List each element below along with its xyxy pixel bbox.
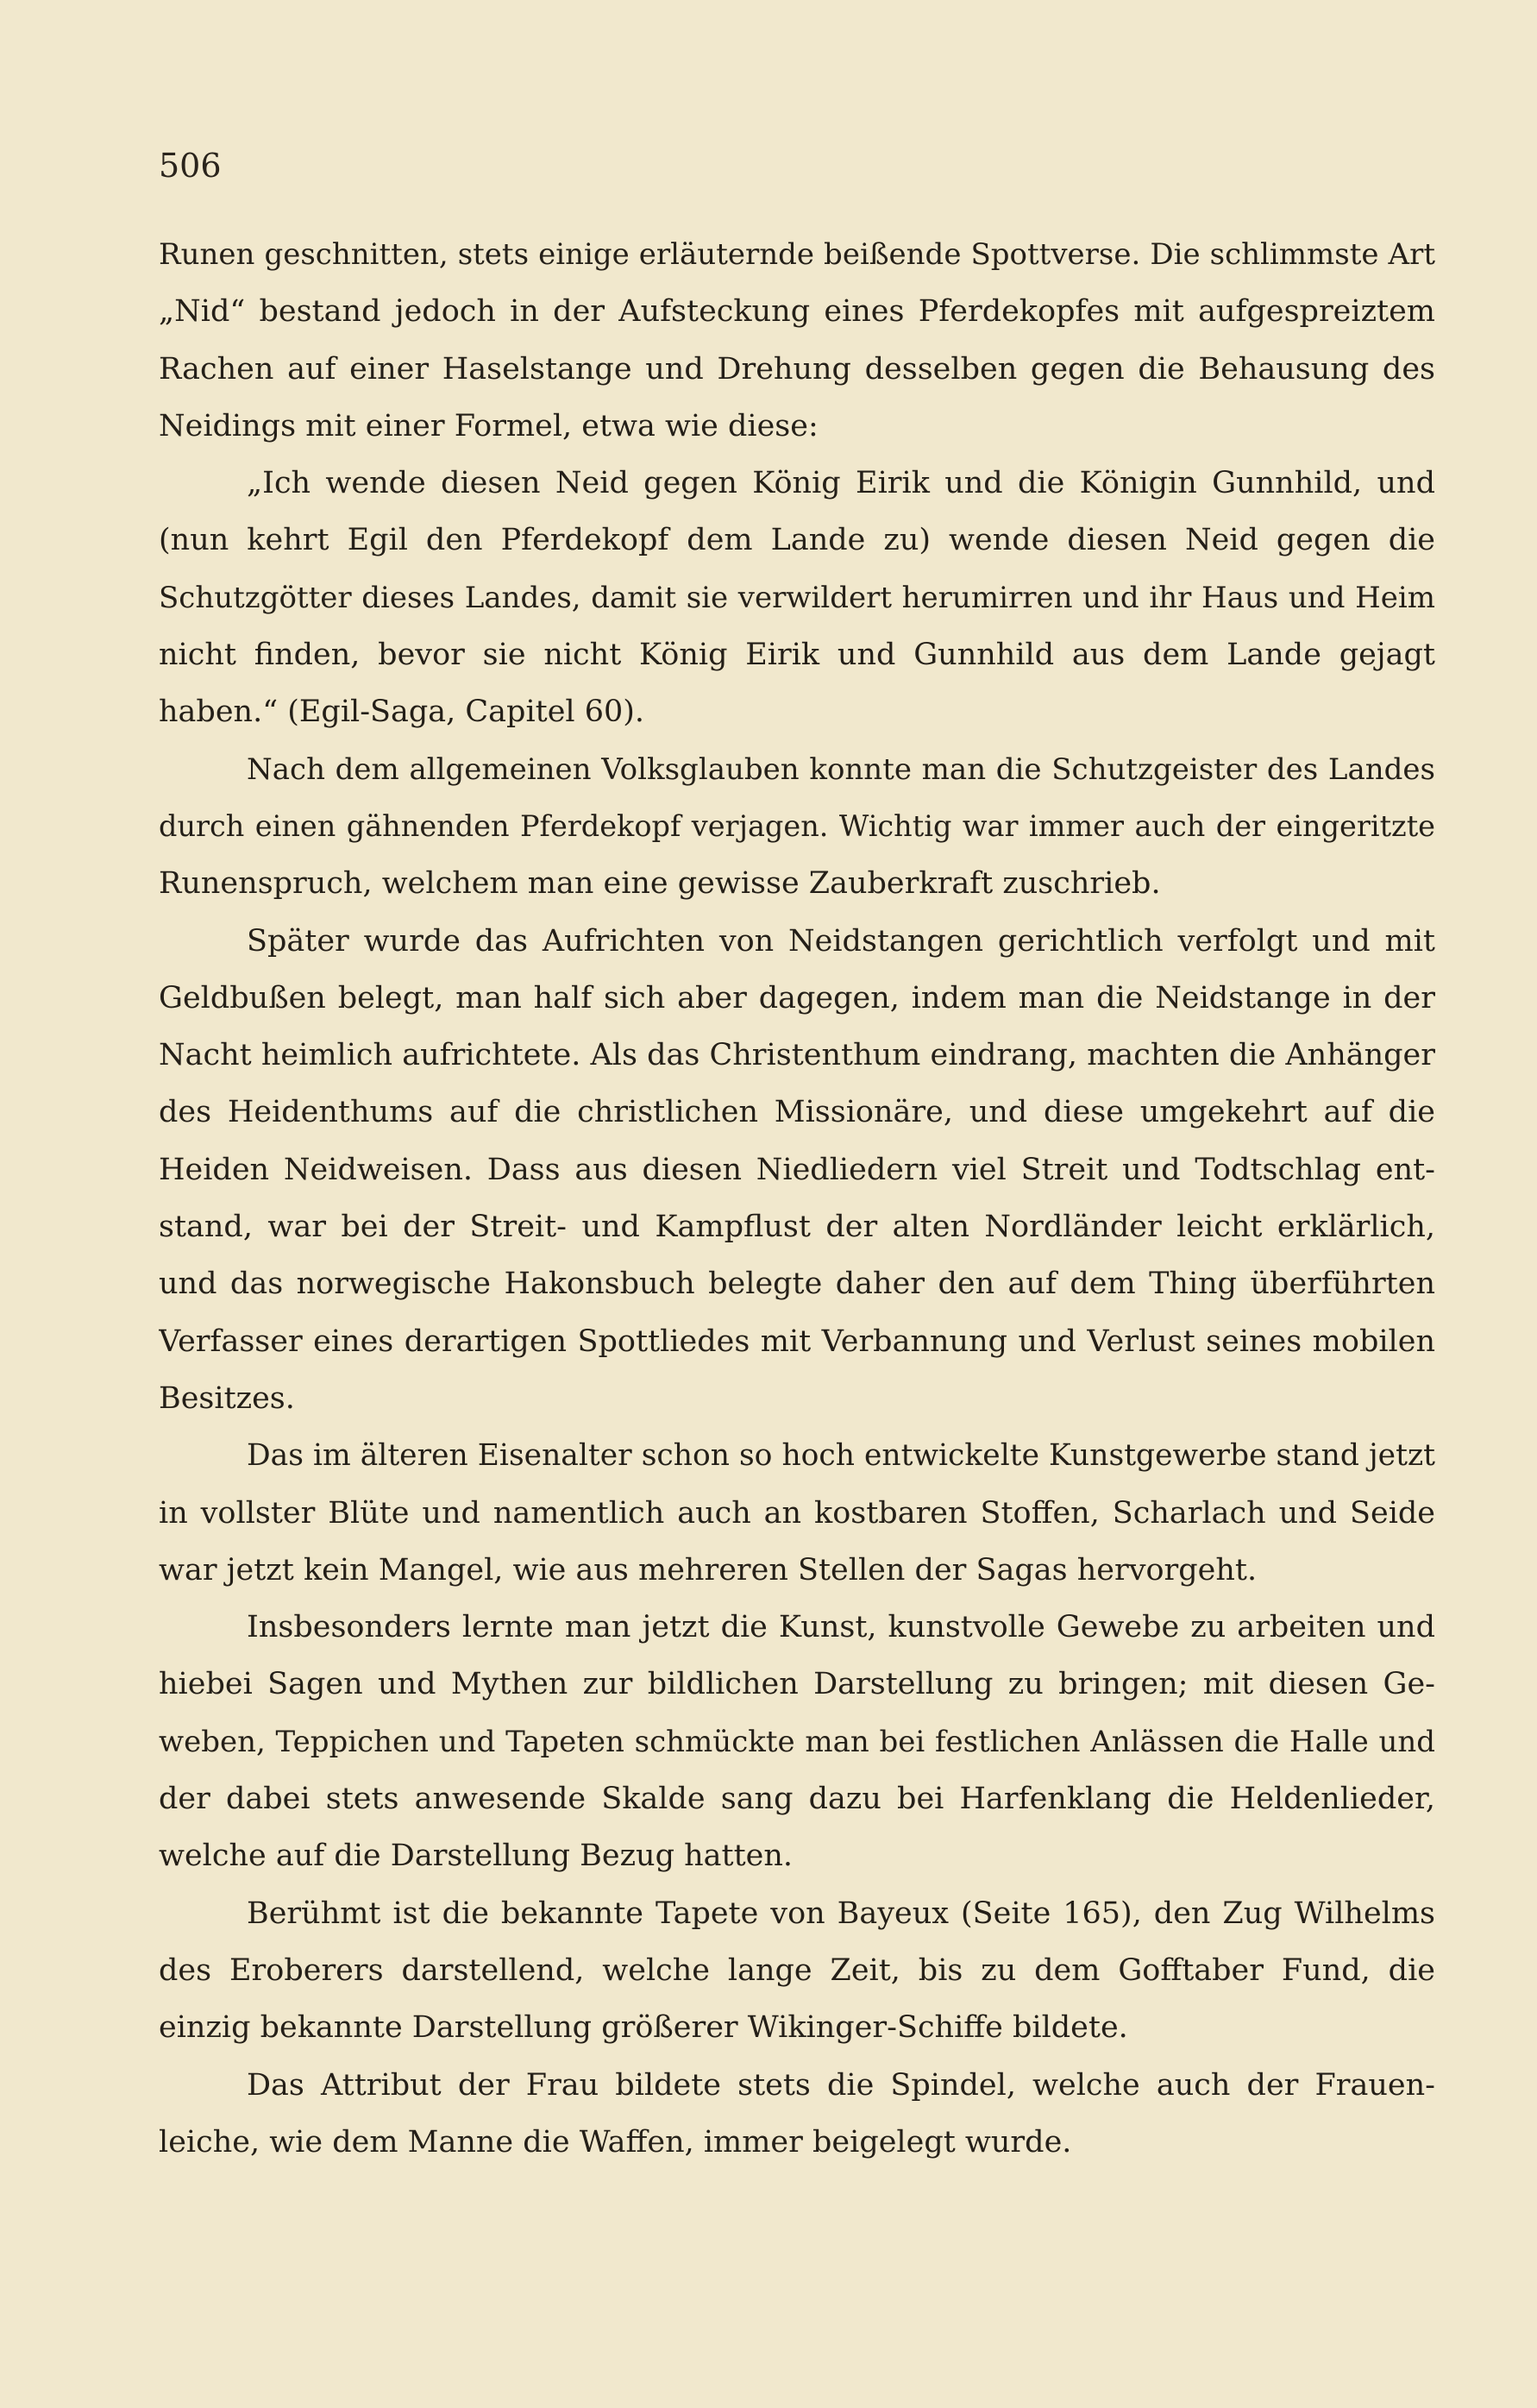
text-line: Insbesonders lernte man jetzt die Kunst, kunstvolle Gewebe zu arbeiten und	[247, 1610, 1435, 1645]
text-line: „Ich wende diesen Neid gegen König Eirik und die Königin Gunnhild, und	[247, 466, 1435, 501]
text-line: Das Attribut der Frau bildete stets die Spindel, welche auch der Frauen-	[247, 2067, 1435, 2103]
text-line: Geldbußen belegt, man half sich aber dagegen, indem man die Neidstange in der	[159, 980, 1435, 1015]
text-line: haben.“ (Egil-Saga, Capitel 60).	[159, 695, 645, 730]
text-line: der dabei stets anwesende Skalde sang dazu bei Harfenklang die Heldenlieder,	[159, 1782, 1435, 1817]
text-line: Nacht heimlich aufrichtete. Als das Christenthum eindrang, machten die Anhänger	[159, 1038, 1435, 1073]
text-line: nicht finden, bevor sie nicht König Eirik und Gunnhild aus dem Lande gejagt	[159, 638, 1435, 673]
text-line: und das norwegische Hakonsbuch belegte daher den auf dem Thing überführten	[159, 1267, 1435, 1302]
text-line: (nun kehrt Egil den Pferdekopf dem Lande zu) wende diesen Neid gegen die	[159, 523, 1435, 558]
text-line: einzig bekannte Darstellung größerer Wikinger-Schiffe bildete.	[159, 2010, 1128, 2046]
text-line: hiebei Sagen und Mythen zur bildlichen Darstellung zu bringen; mit diesen Ge-	[159, 1667, 1435, 1702]
text-line: Berühmt ist die bekannte Tapete von Bayeux (Seite 165), den Zug Wilhelms	[247, 1896, 1435, 1931]
text-line: stand, war bei der Streit- und Kampflust der alten Nordländer leicht erklärlich,	[159, 1210, 1435, 1245]
text-line: durch einen gähnenden Pferdekopf verjagen. Wichtig war immer auch der eingeritzte	[159, 808, 1435, 843]
text-line: Besitzes.	[159, 1380, 295, 1416]
text-line: Das im älteren Eisenalter schon so hoch entwickelte Kunstgewerbe stand jetzt	[247, 1438, 1435, 1474]
text-line: Rachen auf einer Haselstange und Drehung desselben gegen die Behausung des	[159, 351, 1435, 387]
text-line: des Heidenthums auf die christlichen Missionäre, und diese umgekehrt auf die	[159, 1095, 1435, 1130]
text-line: Verfasser eines derartigen Spottliedes mit Verbannung und Verlust seines mobilen	[159, 1323, 1435, 1359]
text-line: Später wurde das Aufrichten von Neidstangen gerichtlich verfolgt und mit	[247, 923, 1435, 959]
text-line: Runenspruch, welchem man eine gewisse Zauberkraft zuschrieb.	[159, 866, 1161, 902]
text-line: weben, Teppichen und Tapeten schmückte man bei festlichen Anlässen die Halle und	[159, 1724, 1435, 1759]
text-line: Heiden Neidweisen. Dass aus diesen Niedliedern viel Streit und Todtschlag ent-	[159, 1152, 1435, 1187]
text-line: leiche, wie dem Manne die Waffen, immer beigelegt wurde.	[159, 2124, 1072, 2160]
text-line: „Nid“ bestand jedoch in der Aufsteckung eines Pferdekopfes mit aufgespreiztem	[159, 294, 1435, 330]
text-line: Schutzgötter dieses Landes, damit sie verwildert herumirren und ihr Haus und Heim	[159, 580, 1435, 615]
text-line: Nach dem allgemeinen Volksglauben konnte man die Schutzgeister des Landes	[247, 751, 1435, 787]
text-line: des Eroberers darstellend, welche lange Zeit, bis zu dem Gofftaber Fund, die	[159, 1952, 1435, 1988]
text-line: war jetzt kein Mangel, wie aus mehreren Stellen der Sagas hervorgeht.	[159, 1552, 1258, 1588]
body-text	[159, 226, 1435, 2171]
page-number: 506	[159, 147, 222, 185]
text-line: welche auf die Darstellung Bezug hatten.	[159, 1839, 794, 1874]
text-line: in vollster Blüte und namentlich auch an kostbaren Stoffen, Scharlach und Seide	[159, 1495, 1435, 1531]
text-line: Neidings mit einer Formel, etwa wie diese:	[159, 408, 819, 443]
text-line: Runen geschnitten, stets einige erläuternde beißende Spottverse. Die schlimmste Art	[159, 237, 1435, 272]
